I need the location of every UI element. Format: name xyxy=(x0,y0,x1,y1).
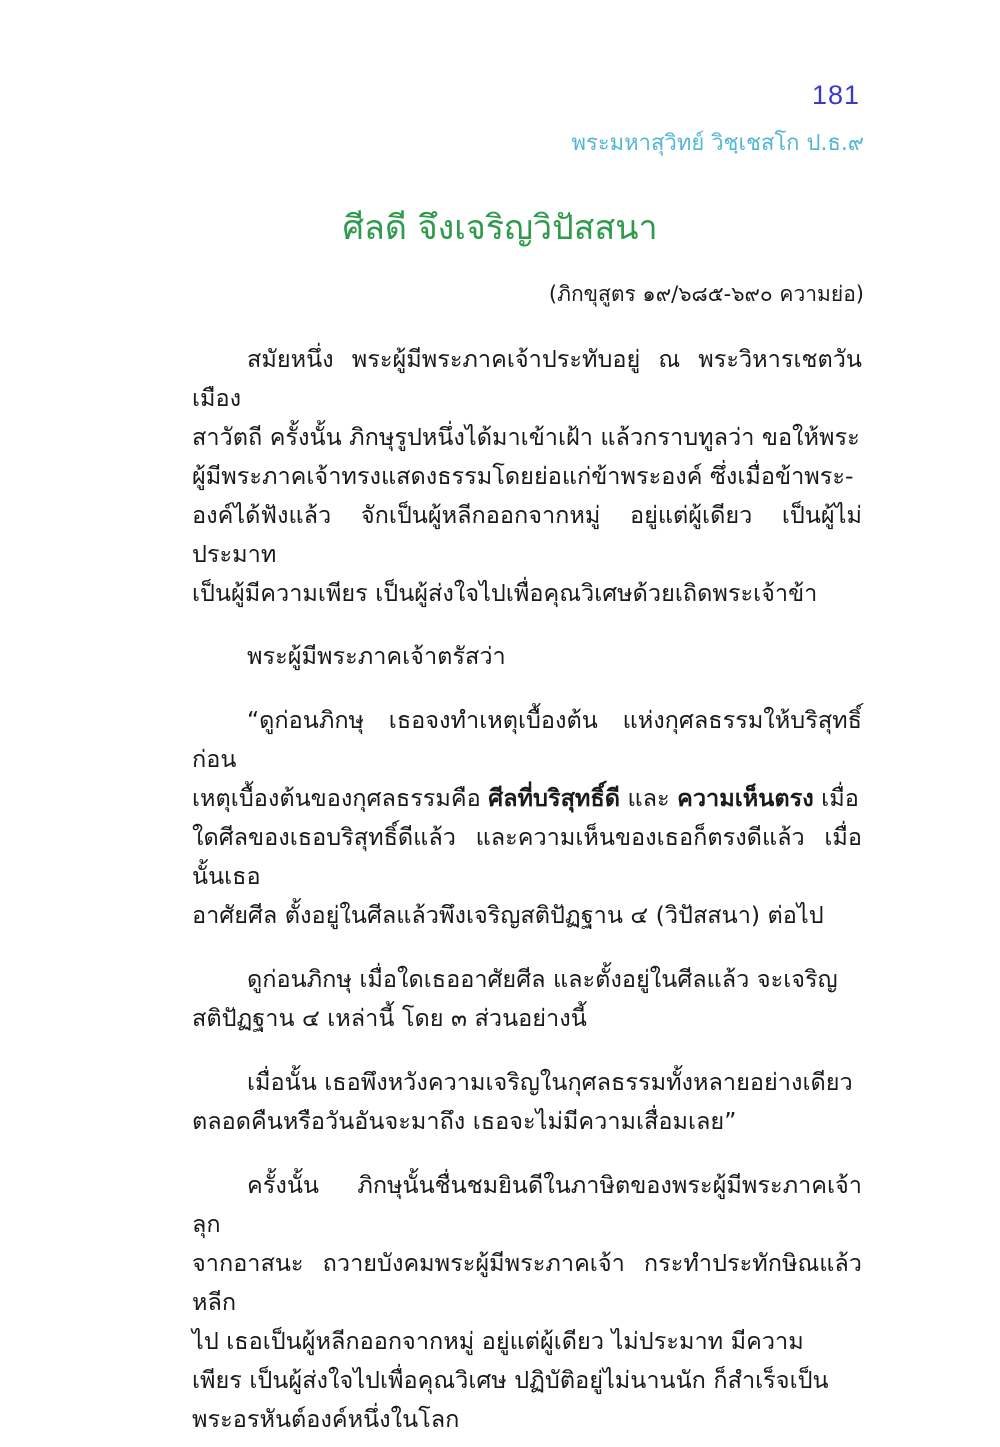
body-text xyxy=(192,340,862,1439)
text-line-with-emphasis xyxy=(192,779,862,818)
text-line: สติปัฏฐาน ๔ เหล่านี้ โดย ๓ ส่วนอย่างนี้ xyxy=(192,1004,587,1032)
text-segment: และ xyxy=(620,784,678,812)
text-line: ใดศีลของเธอบริสุทธิ์ดีแล้ว และความเห็นของเธอก็ตรงดีแล้ว เมื่อนั้นเธอ xyxy=(192,823,862,890)
paragraph-conclusion xyxy=(192,1166,862,1439)
text-line: ผู้มีพระภาคเจ้าทรงแสดงธรรมโดยย่อแก่ข้าพระองค์ ซึ่งเมื่อข้าพระ- xyxy=(192,462,854,490)
paragraph-buddha-said xyxy=(192,637,862,676)
text-segment: เหตุเบื้องต้นของกุศลธรรมคือ xyxy=(192,784,489,812)
text-line: จากอาสนะ ถวายบังคมพระผู้มีพระภาคเจ้า กระทำประทักษิณแล้วหลีก xyxy=(192,1249,862,1316)
text-line: พระผู้มีพระภาคเจ้าตรัสว่า xyxy=(247,642,506,670)
paragraph-growth xyxy=(192,1063,862,1141)
text-line: เป็นผู้มีความเพียร เป็นผู้ส่งใจไปเพื่อคุณวิเศษด้วยเถิดพระเจ้าข้า xyxy=(192,579,818,607)
paragraph-opening xyxy=(192,340,862,613)
page-number: 181 xyxy=(811,80,860,110)
text-line: “ดูก่อนภิกษุ เธอจงทำเหตุเบื้องต้น แห่งกุศลธรรมให้บริสุทธิ์ก่อน xyxy=(192,706,862,773)
text-segment: เมื่อ xyxy=(813,784,859,812)
emphasis-right-view: ความเห็นตรง xyxy=(677,784,814,812)
text-line: พระอรหันต์องค์หนึ่งในโลก xyxy=(192,1405,460,1433)
text-line: ดูก่อนภิกษุ เมื่อใดเธออาศัยศีล และตั้งอยู่ในศีลแล้ว จะเจริญ xyxy=(247,965,838,993)
text-line: เพียร เป็นผู้ส่งใจไปเพื่อคุณวิเศษ ปฏิบัติอยู่ไม่นานนัก ก็สำเร็จเป็น xyxy=(192,1366,829,1394)
text-line: อาศัยศีล ตั้งอยู่ในศีลแล้วพึงเจริญสติปัฏฐาน ๔ (วิปัสสนา) ต่อไป xyxy=(192,901,824,929)
paragraph-satipatthana xyxy=(192,960,862,1038)
source-reference: (ภิกขุสูตร ๑๙/๖๘๕-๖๙๐ ความย่อ) xyxy=(548,282,864,306)
paragraph-teaching xyxy=(192,701,862,935)
text-line: เมื่อนั้น เธอพึงหวังความเจริญในกุศลธรรมทั้งหลายอย่างเดียว xyxy=(247,1068,853,1096)
text-line: องค์ได้ฟังแล้ว จักเป็นผู้หลีกออกจากหมู่ อยู่แต่ผู้เดียว เป็นผู้ไม่ประมาท xyxy=(192,501,862,568)
emphasis-pure-morality: ศีลที่บริสุทธิ์ดี xyxy=(488,784,621,812)
text-line: ไป เธอเป็นผู้หลีกออกจากหมู่ อยู่แต่ผู้เดียว ไม่ประมาท มีความ xyxy=(192,1327,804,1355)
text-line: สมัยหนึ่ง พระผู้มีพระภาคเจ้าประทับอยู่ ณ พระวิหารเชตวัน เมือง xyxy=(192,345,862,412)
chapter-title: ศีลดี จึงเจริญวิปัสสนา xyxy=(342,208,658,248)
text-line: สาวัตถี ครั้งนั้น ภิกษุรูปหนึ่งได้มาเข้าเฝ้า แล้วกราบทูลว่า ขอให้พระ xyxy=(192,423,860,451)
text-line: ครั้งนั้น ภิกษุนั้นชื่นชมยินดีในภาษิตของพระผู้มีพระภาคเจ้า ลุก xyxy=(192,1171,862,1238)
text-line: ตลอดคืนหรือวันอันจะมาถึง เธอจะไม่มีความเสื่อมเลย” xyxy=(192,1107,737,1135)
running-header-author: พระมหาสุวิทย์ วิชฺเชสโก ป.ธ.๙ xyxy=(571,131,864,156)
